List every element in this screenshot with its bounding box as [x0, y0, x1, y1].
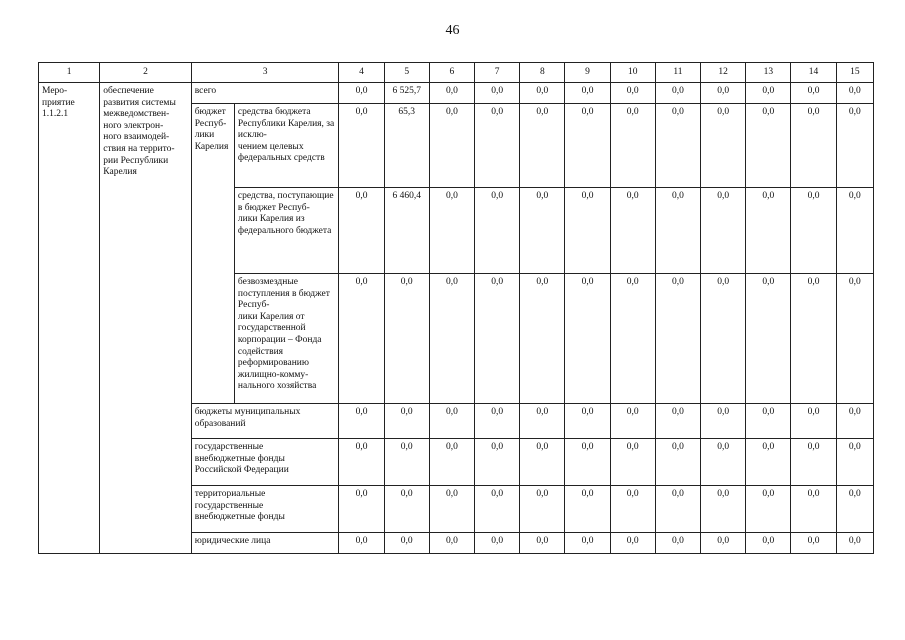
value-cell: 0,0 — [791, 439, 836, 486]
value-cell: 0,0 — [339, 533, 384, 554]
value-cell: 0,0 — [475, 533, 520, 554]
header-cell: 11 — [655, 63, 700, 83]
value-cell: 0,0 — [701, 274, 746, 404]
value-cell: 0,0 — [429, 404, 474, 439]
value-cell: 0,0 — [836, 439, 873, 486]
value-cell: 0,0 — [520, 104, 565, 188]
value-cell: 0,0 — [475, 486, 520, 533]
value-cell: 0,0 — [384, 486, 429, 533]
header-cell: 5 — [384, 63, 429, 83]
value-cell: 0,0 — [836, 188, 873, 274]
value-cell: 0,0 — [746, 404, 791, 439]
value-cell: 0,0 — [520, 439, 565, 486]
funding-source: всего — [191, 83, 339, 104]
budget-group-label: бюджет Респуб- лики Карелия — [191, 104, 234, 404]
value-cell: 0,0 — [655, 188, 700, 274]
value-cell: 0,0 — [610, 439, 655, 486]
value-cell: 0,0 — [339, 274, 384, 404]
header-cell: 14 — [791, 63, 836, 83]
value-cell: 0,0 — [429, 486, 474, 533]
value-cell: 0,0 — [475, 188, 520, 274]
value-cell: 0,0 — [520, 404, 565, 439]
funding-source: безвозмездные поступления в бюджет Респуб- лики Карелия от государственной корпорации – Фонда содействия реформированию жилищно-комму- нального хозяйства — [234, 274, 339, 404]
funding-source: средства, поступающие в бюджет Респуб- лики Карелия из федерального бюджета — [234, 188, 339, 274]
value-cell: 0,0 — [701, 404, 746, 439]
header-cell: 2 — [100, 63, 191, 83]
value-cell: 0,0 — [655, 404, 700, 439]
value-cell: 0,0 — [565, 439, 610, 486]
header-cell: 15 — [836, 63, 873, 83]
value-cell: 0,0 — [565, 486, 610, 533]
value-cell: 0,0 — [791, 274, 836, 404]
header-cell: 1 — [39, 63, 100, 83]
value-cell: 0,0 — [475, 274, 520, 404]
header-cell: 8 — [520, 63, 565, 83]
value-cell: 0,0 — [746, 533, 791, 554]
value-cell: 0,0 — [655, 486, 700, 533]
header-cell: 13 — [746, 63, 791, 83]
value-cell: 0,0 — [339, 439, 384, 486]
value-cell: 0,0 — [655, 533, 700, 554]
value-cell: 6 460,4 — [384, 188, 429, 274]
value-cell: 0,0 — [475, 404, 520, 439]
event-code: Меро- приятие 1.1.2.1 — [39, 83, 100, 554]
event-description: обеспечение развития системы межведомствен- ного электрон- ного взаимодей- ствия на террито- рии Республики Карелия — [100, 83, 191, 554]
value-cell: 0,0 — [701, 439, 746, 486]
value-cell: 0,0 — [746, 188, 791, 274]
value-cell: 0,0 — [565, 104, 610, 188]
value-cell: 0,0 — [429, 188, 474, 274]
value-cell: 0,0 — [791, 104, 836, 188]
value-cell: 0,0 — [701, 104, 746, 188]
header-row — [39, 63, 874, 83]
funding-source: территориальные государственные внебюджетные фонды — [191, 486, 339, 533]
value-cell: 0,0 — [339, 486, 384, 533]
value-cell: 0,0 — [610, 104, 655, 188]
value-cell: 0,0 — [565, 274, 610, 404]
value-cell: 0,0 — [565, 188, 610, 274]
funding-source: бюджеты муниципальных образований — [191, 404, 339, 439]
value-cell: 0,0 — [610, 486, 655, 533]
value-cell: 0,0 — [520, 486, 565, 533]
header-cell: 3 — [191, 63, 339, 83]
table-row — [39, 83, 874, 104]
value-cell: 0,0 — [701, 486, 746, 533]
value-cell: 0,0 — [565, 533, 610, 554]
value-cell: 0,0 — [429, 439, 474, 486]
funding-source: средства бюджета Республики Карелия, за исклю- чением целевых федеральных средств — [234, 104, 339, 188]
value-cell: 0,0 — [791, 404, 836, 439]
value-cell: 0,0 — [746, 83, 791, 104]
value-cell: 0,0 — [791, 533, 836, 554]
value-cell: 0,0 — [429, 274, 474, 404]
value-cell: 0,0 — [655, 104, 700, 188]
value-cell: 0,0 — [429, 104, 474, 188]
header-cell: 4 — [339, 63, 384, 83]
funding-source: государственные внебюджетные фонды Российской Федерации — [191, 439, 339, 486]
value-cell: 0,0 — [339, 404, 384, 439]
value-cell: 0,0 — [429, 533, 474, 554]
value-cell: 0,0 — [520, 533, 565, 554]
value-cell: 0,0 — [384, 404, 429, 439]
header-cell: 12 — [701, 63, 746, 83]
value-cell: 0,0 — [836, 83, 873, 104]
value-cell: 0,0 — [610, 188, 655, 274]
value-cell: 0,0 — [836, 486, 873, 533]
value-cell: 0,0 — [836, 404, 873, 439]
value-cell: 0,0 — [384, 533, 429, 554]
value-cell: 0,0 — [565, 83, 610, 104]
value-cell: 0,0 — [791, 486, 836, 533]
value-cell: 0,0 — [701, 83, 746, 104]
page-number: 46 — [445, 23, 460, 38]
value-cell: 0,0 — [384, 274, 429, 404]
value-cell: 0,0 — [520, 274, 565, 404]
value-cell: 0,0 — [836, 274, 873, 404]
value-cell: 0,0 — [565, 404, 610, 439]
value-cell: 0,0 — [339, 188, 384, 274]
value-cell: 0,0 — [339, 104, 384, 188]
value-cell: 0,0 — [701, 533, 746, 554]
value-cell: 0,0 — [836, 533, 873, 554]
value-cell: 6 525,7 — [384, 83, 429, 104]
funding-table — [38, 62, 874, 554]
funding-source: юридические лица — [191, 533, 339, 554]
value-cell: 0,0 — [701, 188, 746, 274]
value-cell: 0,0 — [791, 83, 836, 104]
value-cell: 0,0 — [339, 83, 384, 104]
value-cell: 0,0 — [475, 439, 520, 486]
value-cell: 0,0 — [746, 486, 791, 533]
value-cell: 0,0 — [475, 104, 520, 188]
value-cell: 0,0 — [610, 83, 655, 104]
header-cell: 10 — [610, 63, 655, 83]
header-cell: 7 — [475, 63, 520, 83]
value-cell: 0,0 — [791, 188, 836, 274]
value-cell: 0,0 — [429, 83, 474, 104]
value-cell: 65,3 — [384, 104, 429, 188]
value-cell: 0,0 — [655, 439, 700, 486]
value-cell: 0,0 — [520, 188, 565, 274]
header-cell: 6 — [429, 63, 474, 83]
value-cell: 0,0 — [475, 83, 520, 104]
value-cell: 0,0 — [655, 274, 700, 404]
value-cell: 0,0 — [746, 274, 791, 404]
value-cell: 0,0 — [610, 404, 655, 439]
value-cell: 0,0 — [655, 83, 700, 104]
value-cell: 0,0 — [610, 533, 655, 554]
header-cell: 9 — [565, 63, 610, 83]
value-cell: 0,0 — [746, 439, 791, 486]
value-cell: 0,0 — [610, 274, 655, 404]
value-cell: 0,0 — [746, 104, 791, 188]
value-cell: 0,0 — [836, 104, 873, 188]
value-cell: 0,0 — [520, 83, 565, 104]
value-cell: 0,0 — [384, 439, 429, 486]
